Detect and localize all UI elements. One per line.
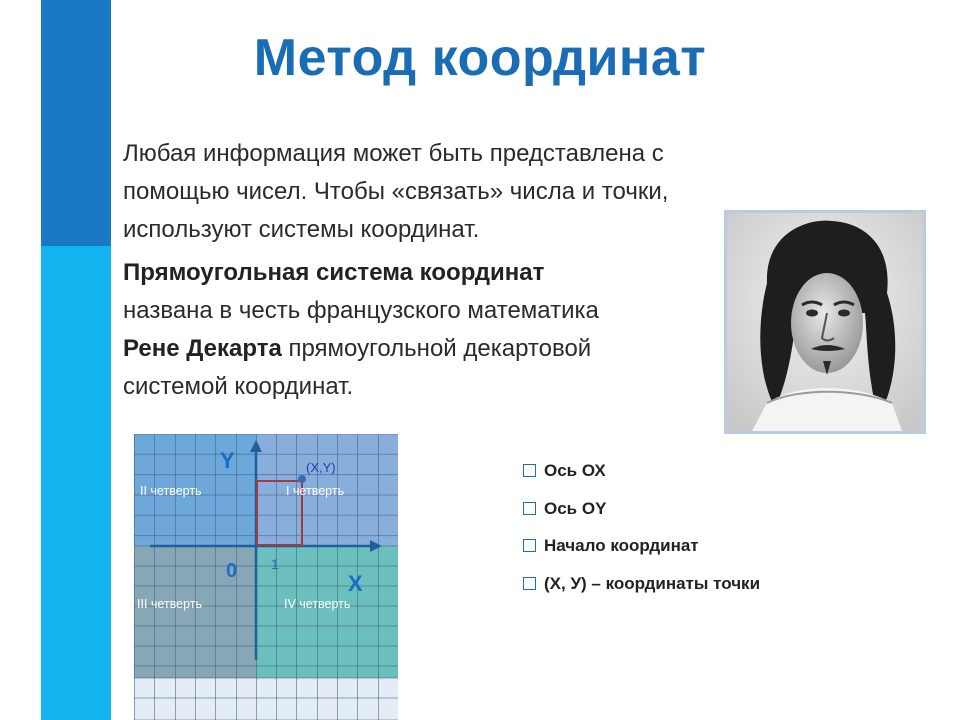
intro-line-3: используют системы координат. <box>123 216 480 243</box>
x-axis-label: X <box>348 571 363 596</box>
key-terms-list <box>523 458 943 608</box>
descartes-line-3 <box>123 330 713 368</box>
checkbox-square-icon <box>523 464 536 477</box>
sidebar-dark-bar <box>41 0 111 246</box>
point-marker <box>298 475 306 483</box>
point-label: (X,Y) <box>306 460 336 475</box>
sidebar-light-bar <box>41 246 111 720</box>
quadrant-4-label: IV четверть <box>284 597 351 611</box>
bullet-item <box>523 571 943 609</box>
bullet-text: Ось ОХ <box>544 461 606 480</box>
checkbox-square-icon <box>523 502 536 515</box>
checkbox-square-icon <box>523 539 536 552</box>
coordinate-diagram <box>134 434 398 720</box>
descartes-line-1 <box>123 254 713 292</box>
descartes-line-4: системой координат. <box>123 373 354 400</box>
bullet-text: Начало координат <box>544 536 699 555</box>
portrait-drawing <box>727 213 923 431</box>
bullet-text: (Х, У) – координаты точки <box>544 573 761 593</box>
descartes-name-bold: Рене Декарта <box>123 335 282 362</box>
bullet-text: Ось ОY <box>544 498 607 518</box>
quadrant-2-label: II четверть <box>140 484 202 498</box>
descartes-line-3-rest: прямоугольной декартовой <box>281 335 592 362</box>
quadrant-1-label: I четверть <box>286 484 345 498</box>
intro-line-1: Любая информация может быть представлена с <box>123 140 664 167</box>
unit-label: 1 <box>271 556 279 572</box>
grid-bottom-fill <box>134 678 398 720</box>
intro-line-2: помощью чисел. Чтобы «связать» числа и точки, <box>123 178 669 205</box>
quadrant-3-label: III четверть <box>137 597 203 611</box>
descartes-paragraph <box>123 254 713 406</box>
bullet-item <box>523 533 943 571</box>
coordinate-grid <box>134 434 398 720</box>
bullet-item <box>523 458 943 496</box>
y-axis-label: Y <box>220 448 235 473</box>
origin-label: 0 <box>226 560 238 582</box>
page-title: Метод координат <box>253 29 707 87</box>
descartes-line-2: названа в честь французского математика <box>123 297 599 324</box>
descartes-portrait <box>724 210 926 434</box>
checkbox-square-icon <box>523 577 536 590</box>
system-name-bold: Прямоугольная система координат <box>123 259 545 286</box>
intro-paragraph <box>123 135 823 249</box>
bullet-item <box>523 496 943 534</box>
